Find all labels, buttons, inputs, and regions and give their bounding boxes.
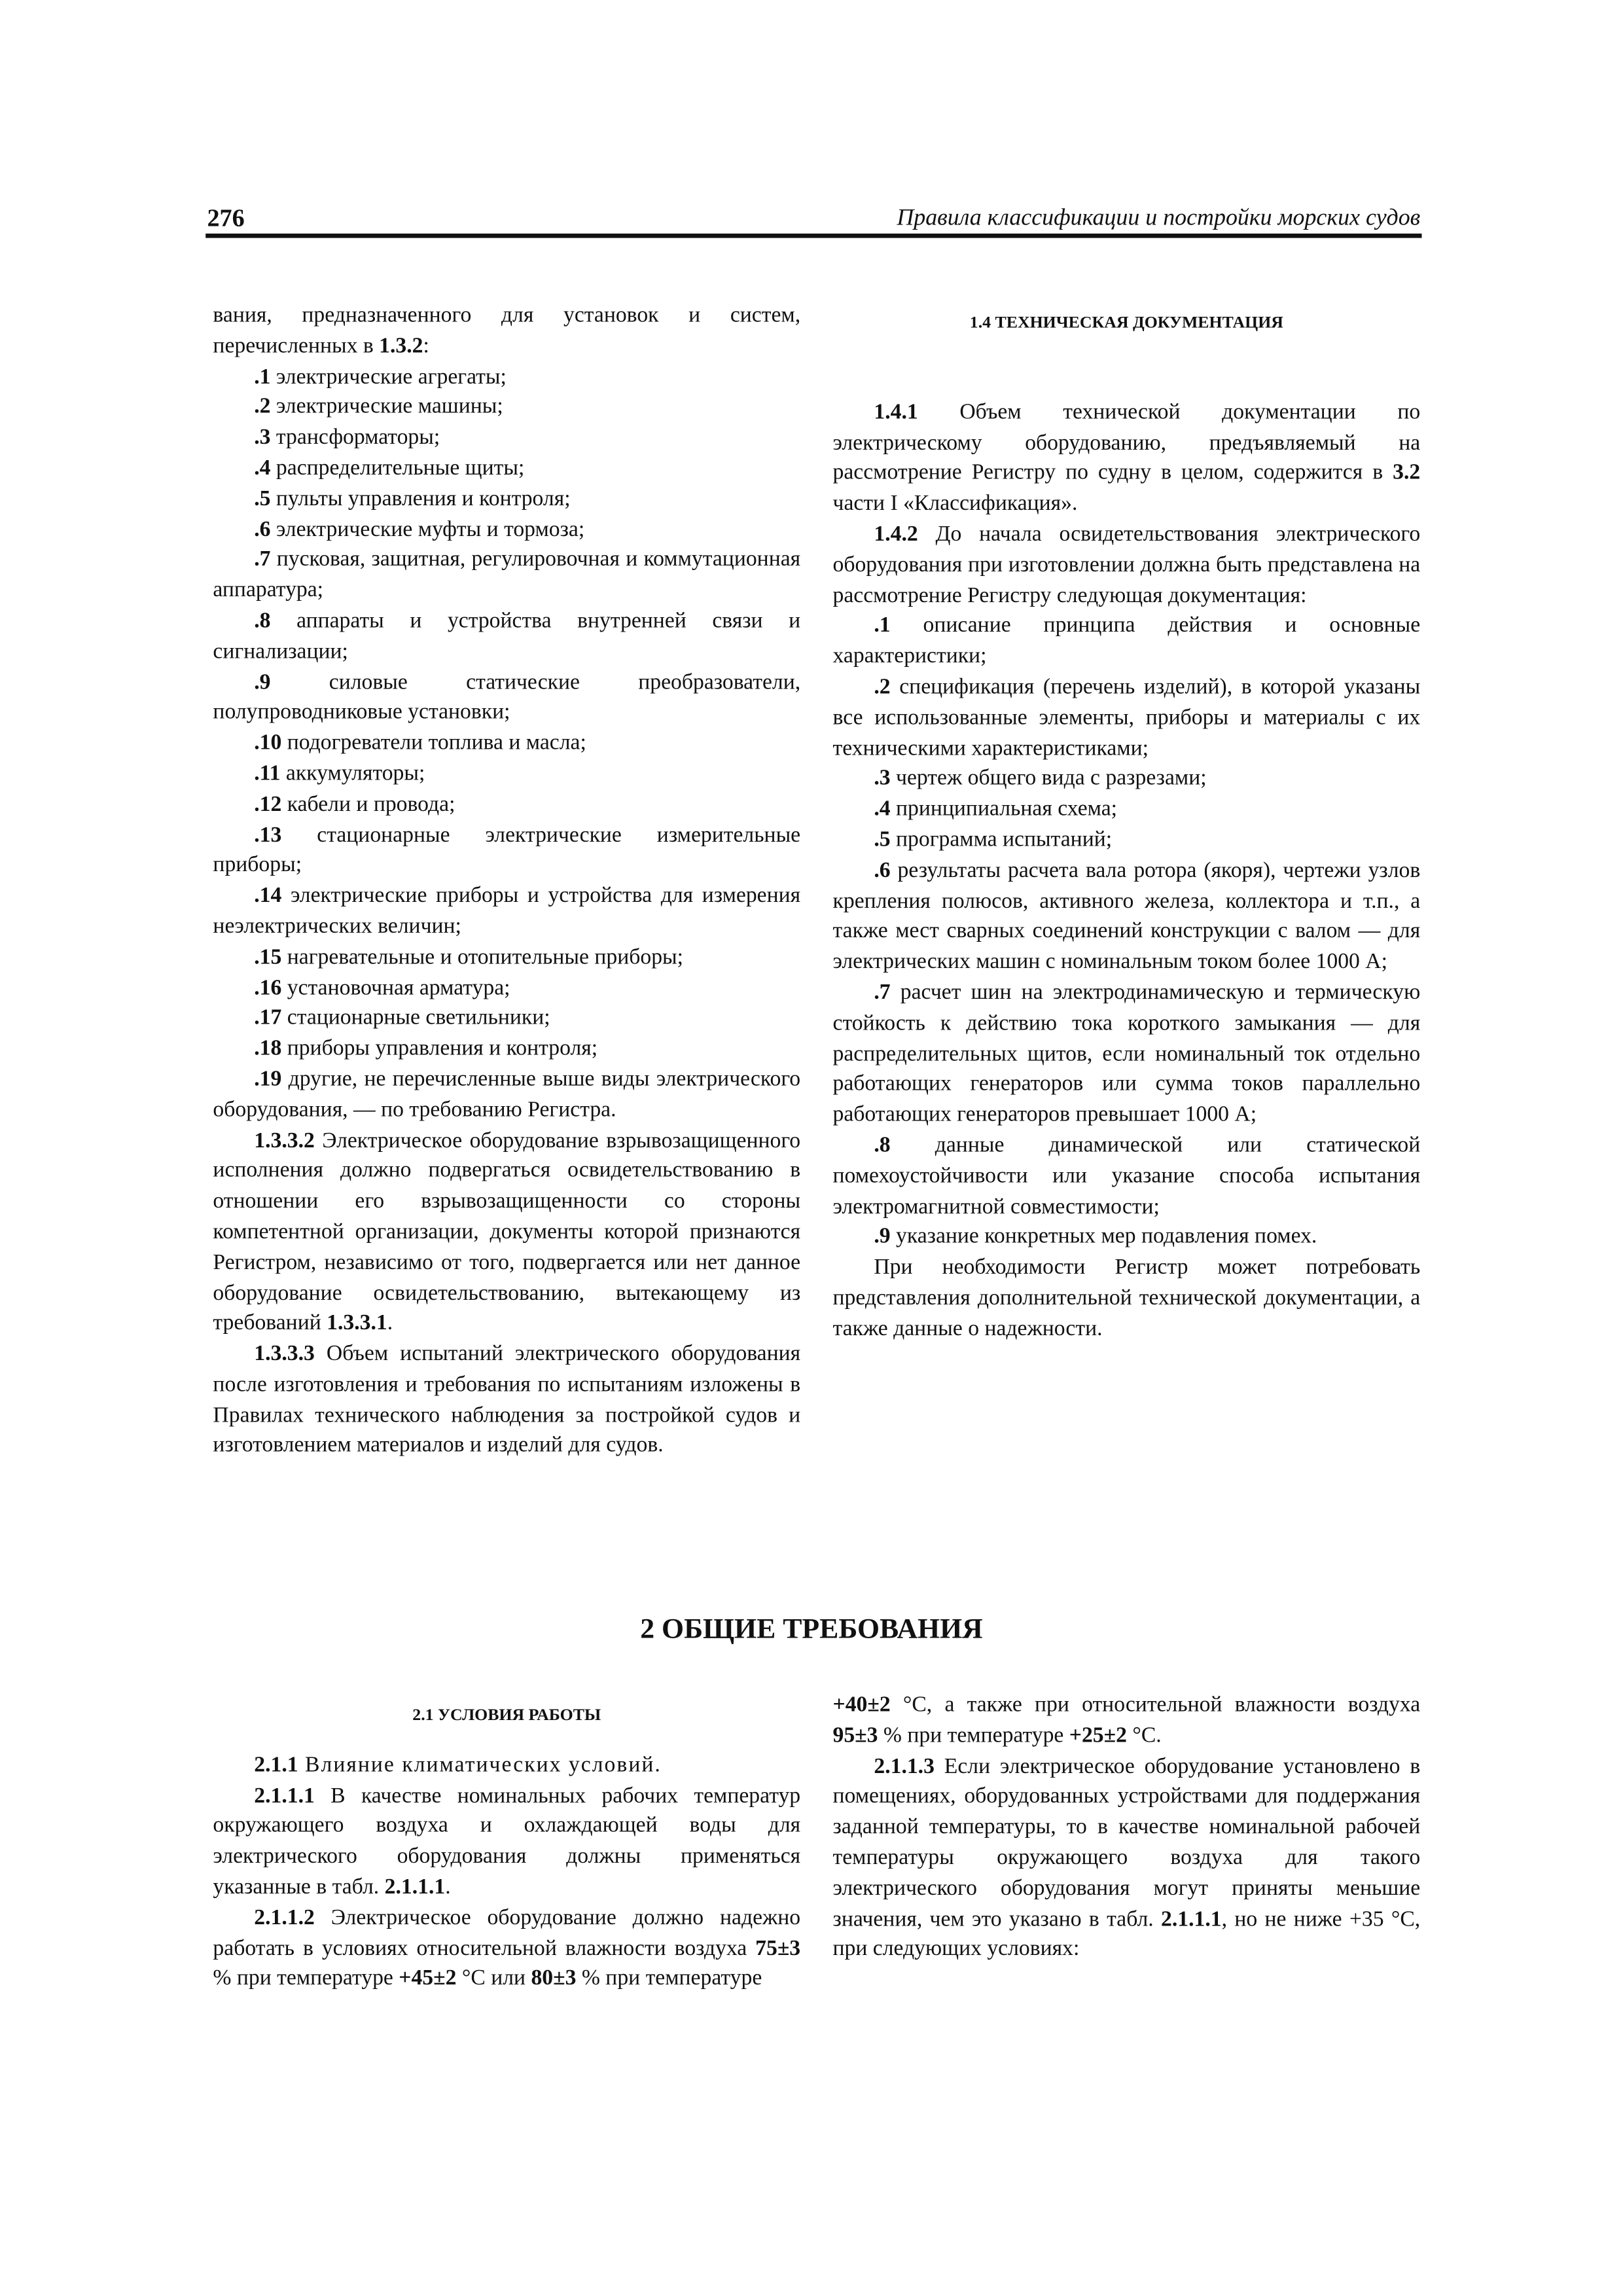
list-item	[213, 362, 800, 393]
equipment-list	[213, 362, 800, 1126]
list-item-number: .2	[874, 675, 891, 700]
list-item	[213, 973, 800, 1004]
list-item-text: расчет шин на электродинамическую и термическую стойкость к действию тока короткого замыкания — для распределительных щитов, если номинальный ток отдельно работающих генераторов или сумма токов параллельно работающих генераторов превышает 1000 А;	[832, 981, 1421, 1127]
list-item-text: нагревательные и отопительные приборы;	[281, 945, 684, 969]
list-item	[213, 607, 800, 668]
list-item-number: .14	[254, 884, 282, 908]
list-item	[213, 668, 800, 728]
list-item-number: .5	[874, 828, 891, 852]
list-item-number: .16	[254, 976, 282, 1000]
header-rule	[205, 234, 1421, 238]
paragraph-1-3-3-2: 1.3.3.2 Электрическое оборудование взрывозащищенного исполнения должно подвергаться освидетельствованию в отношении его взрывозащищенности со стороны компетентной организации, документы которой признаются Регистром, независимо от того, подвергается или нет данное оборудование освидетельствованию, вытекающему из требований 1.3.3.1.	[213, 1128, 801, 1336]
list-item-number: .3	[874, 767, 891, 791]
list-item-text: электрические приборы и устройства для измерения неэлектрических величин;	[213, 884, 801, 939]
list-item-text: кабели и провода;	[281, 793, 455, 817]
list-item	[213, 515, 800, 546]
list-item-text: чертеж общего вида с разрезами;	[890, 767, 1207, 791]
list-item	[213, 1065, 800, 1126]
section-heading-2-1: 2.1 УСЛОВИЯ РАБОТЫ	[412, 1706, 601, 1725]
list-item-number: .12	[254, 793, 282, 817]
list-item	[213, 484, 800, 515]
closing-paragraph: При необходимости Регистр может потребовать представления дополнительной технической документации, а также данные о надежности.	[832, 1256, 1421, 1341]
paragraph-2-1-1-3: 2.1.1.3 Если электрическое оборудование установлено в помещениях, оборудованных устройствами для поддержания заданной температуры, то в качестве номинальной рабочей температуры окружающего воздуха для такого электрического оборудования могут приняты меньшие значения, чем это указано в табл. 2.1.1.1, но не ниже +35 °С, при следующих условиях:	[832, 1755, 1421, 1962]
list-item-number: .5	[254, 487, 271, 511]
list-item-text: описание принципа действия и основные характеристики;	[832, 614, 1421, 669]
list-item-text: данные динамической или статической помехоустойчивости или указание способа испытания электромагнитной совместимости;	[832, 1134, 1421, 1219]
list-item-text: результаты расчета вала ротора (якоря), чертежи узлов крепления полюсов, активного железа, коллектора и т.п., а также мест сварных соединений конструкции с валом — для электрических машин с номинальным током более 1000 А;	[832, 859, 1421, 975]
list-item-text: подогреватели топлива и масла;	[281, 732, 586, 755]
list-item	[213, 454, 800, 484]
list-item-text: стационарные светильники;	[281, 1007, 550, 1030]
list-item-text: приборы управления и контроля;	[281, 1037, 598, 1061]
list-item	[833, 611, 1421, 672]
list-item-text: аккумуляторы;	[280, 762, 425, 786]
list-item-number: .15	[254, 945, 282, 969]
right-column-lower	[833, 1691, 1421, 1965]
list-item-text: распределительные щиты;	[270, 456, 525, 480]
chapter-title: 2 ОБЩИЕ ТРЕБОВАНИЯ	[640, 1614, 983, 1645]
list-item-number: .3	[254, 426, 271, 450]
list-item	[213, 545, 800, 606]
list-item	[833, 978, 1421, 1131]
list-item-text: аппараты и устройства внутренней связи и сигнализации;	[213, 609, 801, 664]
list-item-number: .13	[254, 823, 282, 847]
list-item-text: принципиальная схема;	[890, 798, 1118, 821]
list-item-text: электрические муфты и тормоза;	[270, 518, 585, 542]
intro-paragraph: вания, предназначенного для установок и систем, перечисленных в 1.3.2:	[213, 304, 801, 359]
list-item-number: .7	[254, 548, 271, 572]
running-title: Правила классификации и постройки морских судов	[897, 206, 1421, 231]
paragraph-2-1-1-2: 2.1.1.2 Электрическое оборудование должно надежно работать в условиях относительной влажности воздуха 75±3 % при температуре +45±2 °С или 80±3 % при температуре	[213, 1906, 801, 1991]
left-column	[213, 301, 800, 1462]
list-item-number: .4	[254, 456, 271, 480]
list-item-text: указание конкретных мер подавления помех.	[890, 1225, 1317, 1249]
paragraph-2-1-1-1: 2.1.1.1 В качестве номинальных рабочих температур окружающего воздуха и охлаждающей воды для электрического оборудования должны применяться указанные в табл. 2.1.1.1.	[213, 1784, 801, 1899]
list-item	[833, 825, 1421, 856]
list-item	[213, 1034, 800, 1065]
left-column-lower	[213, 1696, 800, 1995]
list-item-number: .10	[254, 732, 282, 755]
list-item-text: спецификация (перечень изделий), в которой указаны все использованные элементы, приборы и материалы с их техническими характеристиками;	[832, 675, 1421, 761]
list-item-number: .8	[254, 609, 271, 634]
list-item-number: .4	[874, 798, 891, 821]
list-item-number: .6	[254, 518, 271, 542]
list-item-text: программа испытаний;	[890, 828, 1113, 852]
list-item	[213, 882, 800, 942]
paragraph-2-1-1: 2.1.1 Влияние климатических условий.	[254, 1753, 662, 1778]
list-item-number: .2	[254, 395, 271, 420]
list-item	[213, 759, 800, 790]
right-column	[833, 301, 1421, 1345]
list-item-text: стационарные электрические измерительные приборы;	[213, 823, 801, 878]
list-item-text: силовые статические преобразователи, полупроводниковые установки;	[213, 670, 801, 725]
list-item	[833, 856, 1421, 978]
page-number: 276	[207, 204, 245, 232]
documentation-list	[833, 611, 1421, 1253]
list-item-text: пульты управления и контроля;	[270, 487, 571, 511]
list-item-text: электрические машины;	[270, 395, 503, 420]
list-item-text: другие, не перечисленные выше виды электрического оборудования, — по требованию Регистра.	[213, 1067, 801, 1122]
list-item	[833, 1131, 1421, 1223]
list-item-number: .19	[254, 1067, 282, 1092]
list-item-text: пусковая, защитная, регулировочная и коммутационная аппаратура;	[213, 548, 801, 603]
list-item	[213, 729, 800, 760]
list-item-number: .6	[874, 859, 891, 883]
list-item-number: .9	[254, 670, 271, 694]
paragraph-1-4-1: 1.4.1 Объем технической документации по электрическому оборудованию, предъявляемый на рассмотрение Регистру по судну в целом, содержится в 3.2 части I «Классификация».	[832, 401, 1421, 516]
list-item	[213, 821, 800, 882]
paragraph-1-3-3-3: 1.3.3.3 Объем испытаний электрического оборудования после изготовления и требования по испытаниям изложены в Правилах технического наблюдения за постройкой судов и изготовлением материалов и изделий для судов.	[213, 1342, 801, 1458]
list-item	[213, 1004, 800, 1035]
list-item-number: .18	[254, 1037, 282, 1061]
list-item-number: .9	[874, 1225, 891, 1249]
section-heading-1-4: 1.4 ТЕХНИЧЕСКАЯ ДОКУМЕНТАЦИЯ	[969, 314, 1283, 332]
continuation-paragraph: +40±2 °С, а также при относительной влажности воздуха 95±3 % при температуре +25±2 °С.	[832, 1693, 1421, 1748]
list-item	[213, 790, 800, 821]
list-item	[833, 764, 1421, 795]
list-item	[213, 942, 800, 973]
list-item	[213, 393, 800, 423]
list-item-number: .8	[874, 1134, 891, 1158]
paragraph-1-4-2: 1.4.2 До начала освидетельствования электрического оборудования при изготовлении должна быть представлена на рассмотрение Регистру следующая документация:	[832, 522, 1421, 608]
list-item-text: трансформаторы;	[270, 426, 440, 450]
list-item-number: .11	[254, 762, 281, 786]
list-item	[833, 1223, 1421, 1253]
list-item-text: установочная арматура;	[281, 976, 510, 1000]
list-item-text: электрические агрегаты;	[270, 365, 507, 389]
list-item	[833, 673, 1421, 764]
list-item-number: .17	[254, 1007, 282, 1030]
list-item-number: .1	[874, 614, 891, 638]
list-item-number: .1	[254, 365, 271, 389]
list-item	[833, 795, 1421, 826]
list-item-number: .7	[874, 981, 891, 1005]
list-item	[213, 423, 800, 454]
